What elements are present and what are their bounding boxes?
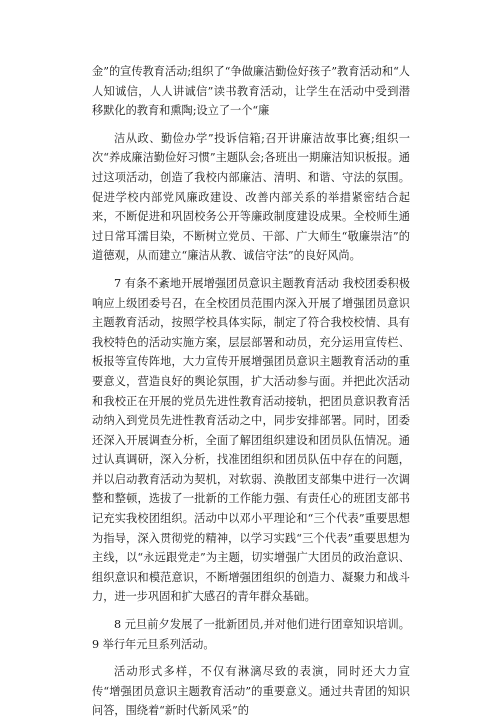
paragraph-3: 7 有条不紊地开展增强团员意识主题教育活动 我校团委积极响应上级团委号召，在全校团员范围内深入开展了增强团员意识主题教育活动，按照学校具体实际，制定了符合我校校情、具有我校特色的活动实施方案，层层部署和动员，充分运用宣传栏、板报等宣传阵地，大力宣传开展增强团员意识主题教育活动的重要意义，营造良好的舆论氛围，扩大活动参与面。并把此次活动和我校正在开展的党员先进性教育活动接轨，把团员意识教育活动纳入到党员先进性教育活动之中，同步安排部署。同时，团委还深入开展调查分析，全面了解团组织建设和团员队伍情况。通过认真调研，深入分析，找准团组织和团员队伍中存在的问题，并以启动教育活动为契机，对软弱、涣散团支部集中进行一次调整和整顿，选拔了一批新的工作能力强、有责任心的班团支部书记充实我校团组织。活动中以邓小平理论和“三个代表”重要思想为指导，深入贯彻党的精神，以学习实践“三个代表”重要思想为主线，以“永远跟党走”为主题，切实增强广大团员的政治意识、组织意识和模范意识，不断增强团组织的创造力、凝聚力和战斗力，进一步巩固和扩大感召的青年群众基础。 bbox=[92, 276, 410, 604]
paragraph-4: 8 元旦前夕发展了一批新团员,并对他们进行团章知识培训。 9 举行年元旦系列活动。 bbox=[92, 618, 410, 651]
paragraph-2: 洁从政、勤俭办学”投诉信箱;召开讲廉洁故事比赛;组织一次“养成廉洁勤俭好习惯”主题队会;各班出一期廉洁知识板报。通过这项活动，创造了我校内部廉洁、清明、和谐、守法的氛围。促进学校内部党风廉政建设、改善内部关系的举措紧密结合起来，不断促进和巩固校务公开等廉政制度建设成果。全校师生通过日常耳濡目染，不断树立党员、干部、广大师生“敬廉崇洁”的道德观，从而建立“廉洁从教、诚信守法”的良好风尚。 bbox=[92, 131, 410, 263]
paragraph-5: 活动形式多样，不仅有淋漓尽致的表演，同时还大力宣传“增强团员意识主题教育活动”的重要意义。通过共青团的知识问答，围绕着“新时代新风采”的 bbox=[92, 665, 410, 718]
paragraph-1: 金”的宣传教育活动;组织了“争做廉洁勤俭好孩子”教育活动和“人人知诚信，人人讲诚信”读书教育活动，让学生在活动中受到潜移默化的教育和熏陶;设立了一个“廉 bbox=[92, 65, 410, 118]
